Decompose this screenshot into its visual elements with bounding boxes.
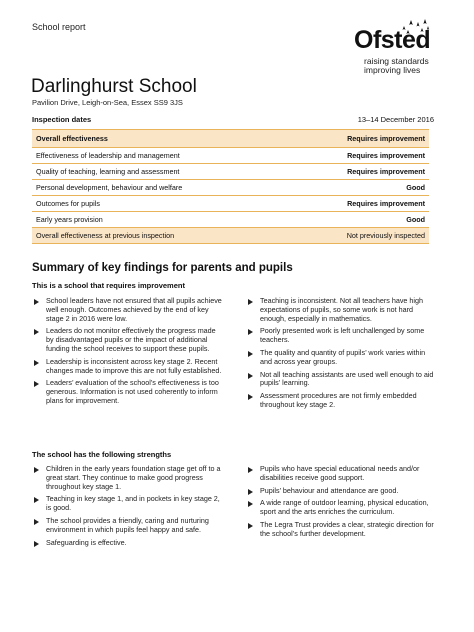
bullet-icon [34,329,39,335]
bullet-icon [248,373,253,379]
list-item-text: Children in the early years foundation stage get off to a great start. They continue to make good progress throughout key stage 1. [46,464,221,491]
list-item-text: Teaching is inconsistent. Not all teachers have high expectations of pupils, so some work is not hard enough, especially in mathematics. [260,296,424,323]
rating-label: Outcomes for pupils [36,199,100,208]
rating-value: Requires improvement [347,151,425,160]
list-item [246,521,436,539]
bullet-icon [248,351,253,357]
list-item [32,517,222,535]
ofsted-wordmark: Ofsted [354,26,431,54]
list-item [246,487,436,496]
strengths-list-right [246,465,436,543]
list-item-text: Not all teaching assistants are used well enough to aid pupils’ learning. [260,369,434,388]
strengths-heading: The school has the following strengths [32,450,172,459]
logo-tagline-1: raising standards [364,56,429,66]
list-item-text: The Legra Trust provides a clear, strategic direction for the school’s further development. [260,519,434,538]
list-item-text: Teaching in key stage 1, and in pockets in key stage 2, is good. [46,494,220,513]
list-item [246,297,436,323]
ofsted-logo [354,18,450,82]
bullet-icon [248,501,253,507]
list-item-text: Pupils’ behaviour and attendance are good. [260,485,399,495]
list-item [32,379,222,405]
improvement-list-right [246,297,436,414]
bullet-icon [34,360,39,366]
bullet-icon [34,381,39,387]
list-item-text: Poorly presented work is left unchallenged by some teachers. [260,326,425,345]
rating-label: Effectiveness of leadership and management [36,151,180,160]
list-item [246,392,436,410]
rating-label: Early years provision [36,215,103,224]
list-item [32,358,222,376]
strengths-list-left [32,465,222,551]
rating-row-overall [32,129,429,147]
list-item [246,371,436,389]
list-item [32,297,222,323]
rating-value: Requires improvement [347,199,425,208]
rating-label: Personal development, behaviour and welfare [36,183,183,192]
logo-tagline-2: improving lives [364,65,421,75]
bullet-icon [34,541,39,547]
bullet-icon [248,394,253,400]
rating-label: Overall effectiveness [36,134,108,143]
list-item [246,327,436,345]
ratings-table [32,129,429,244]
rating-label: Overall effectiveness at previous inspection [36,231,175,240]
list-item-text: Assessment procedures are not firmly embedded throughout key stage 2. [260,391,417,409]
rating-row-previous [32,227,429,244]
bullet-icon [34,467,39,473]
list-item [32,465,222,491]
list-item-text: School leaders have not ensured that all pupils achieve well enough. Outcomes achieved by the end of key stage 2 in 2016 were low. [46,296,222,323]
list-item [246,499,436,517]
list-item [246,465,436,483]
improvement-heading: This is a school that requires improvement [32,281,185,290]
list-item-text: The quality and quantity of pupils’ work varies within and across year groups. [260,347,426,366]
bullet-icon [248,329,253,335]
rating-row-personal-development [32,179,429,195]
list-item-text: Leaders’ evaluation of the school’s effectiveness is too generous. Information is not used coherently to inform plans for improvement. [46,378,219,405]
list-item-text: Leadership is inconsistent across key stage 2. Recent changes made to improve this are not fully established. [46,356,222,375]
rating-row-teaching [32,163,429,179]
rating-value: Requires improvement [347,134,425,143]
list-item [32,327,222,353]
list-item-text: Leaders do not monitor effectively the progress made by disadvantaged pupils or the impact of additional funding the school receives to support these pupils. [46,326,216,353]
rating-value: Requires improvement [347,167,425,176]
inspection-dates-value: 13–14 December 2016 [357,115,434,124]
list-item [32,495,222,513]
improvement-list-left [32,297,222,410]
list-item-text: Safeguarding is effective. [46,537,127,547]
rating-value: Not previously inspected [346,231,425,240]
rating-row-outcomes [32,195,429,211]
bullet-icon [34,519,39,525]
list-item-text: A wide range of outdoor learning, physical education, sport and the arts enriches the curriculum. [260,498,429,517]
rating-value: Good [406,215,425,224]
rating-row-leadership [32,147,429,163]
list-item-text: Pupils who have special educational needs and/or disabilities receive good support. [260,464,420,482]
bullet-icon [248,523,253,529]
bullet-icon [34,497,39,503]
list-item [246,349,436,367]
rating-row-early-years [32,211,429,227]
rating-label: Quality of teaching, learning and assessment [36,167,180,176]
bullet-icon [248,467,253,473]
summary-heading: Summary of key findings for parents and pupils [32,262,293,274]
bullet-icon [34,299,39,305]
rating-value: Good [406,183,425,192]
list-item [32,539,222,548]
bullet-icon [248,299,253,305]
inspection-dates-label: Inspection dates [32,115,92,124]
school-address: Pavilion Drive, Leigh-on-Sea, Essex SS9 3JS [32,98,183,107]
school-name: Darlinghurst School [31,76,197,97]
report-label: School report [32,22,86,32]
bullet-icon [248,489,253,495]
list-item-text: The school provides a friendly, caring and nurturing environment in which pupils feel happy and safe. [46,515,209,534]
